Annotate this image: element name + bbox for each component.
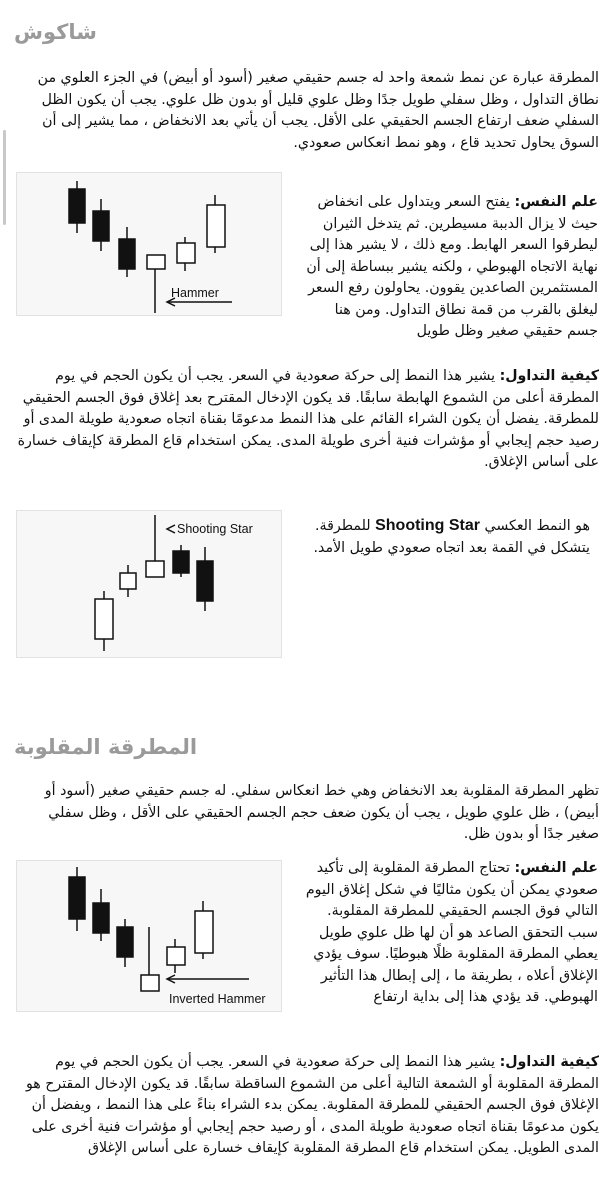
inverted-hammer-trading: [14, 1052, 599, 1160]
psychology-text: يفتح السعر ويتداول على انخفاض حيث لا يزال الدببة مسيطرين. ثم يتدخل الثيران ليطرقوا السعر الهابط. ومع ذلك ، لا يشير هذا إلى نهاية الاتجاه الهبوطي ، ولكنه يشير ببساطة إلى أن المستثمرين الصاعدين يقوون. يحاولون رفع السعر ليغلق بالقرب من قمة نطاق التداول. ومن هنا جسم حقيقي صغير وظل طويل: [306, 194, 598, 339]
hammer-intro: المطرقة عبارة عن نمط شمعة واحد له جسم حقيقي صغير (أسود أو أبيض) في الجزء العلوي من نطاق التداول ، وظل سفلي طويل جدًا وظل علوي قليل أو بدون ظل علوي. يجب أن يكون الظل السفلي ضعف ارتفاع الجسم الحقيقي على الأقل. يجب أن يأتي بعد الانخفاض ، مما يشير إلى أن السوق يحاول تحديد قاع ، وهو نمط انعكاس صعودي.: [37, 70, 599, 151]
shooting-star-text-before: هو النمط العكسي: [484, 518, 590, 534]
hammer-figure: [16, 172, 282, 316]
section-title-inverted-hammer: المطرقة المقلوبة: [14, 735, 198, 759]
shooting-star-text-after: للمطرقة. يتشكل في القمة بعد اتجاه صعودي طويل الأمد.: [313, 518, 590, 556]
inverted-hammer-figure: [16, 860, 282, 1012]
hammer-chart: [17, 173, 281, 315]
shooting-star-figure: [16, 510, 282, 658]
shooting-star-label: Shooting Star: [177, 522, 253, 536]
trading-text: يشير هذا النمط إلى حركة صعودية في السعر. يجب أن يكون الحجم في يوم المطرقة أعلى من الشموع الهابطة سابقًا. قد يكون الإدخال المقترح بعد إغلاق فوق الجسم الحقيقي للمطرقة. يفضل أن يكون الشراء القائم على هذا النمط مدعومًا بقناة اتجاه صعودية طويلة المدى أو رصيد حجم إيجابي أو مؤشرات فنية أخرى طويلة المدى. يمكن استخدام قاع المطرقة كإيقاف خسارة على أساس الإغلاق.: [17, 368, 599, 470]
shooting-star-name: Shooting Star: [375, 517, 480, 534]
shooting-star-chart: [17, 511, 281, 657]
psychology-heading: علم النفس:: [514, 860, 598, 876]
psychology-heading: علم النفس:: [514, 194, 598, 210]
scrollbar[interactable]: [3, 130, 6, 225]
trading-heading: كيفية التداول:: [499, 368, 599, 384]
inverted-hammer-intro: تظهر المطرقة المقلوبة بعد الانخفاض وهي خط انعكاس سفلي. له جسم حقيقي صغير (أسود أو أبيض) ، ظل علوي طويل ، يجب أن يكون ضعف حجم الجسم الحقيقي على الأقل ، وظل سفلي صغير جدًا أو بدون ظل.: [44, 783, 599, 842]
shooting-star-description: [300, 515, 590, 559]
hammer-label: Hammer: [171, 286, 219, 300]
inverted-hammer-label: Inverted Hammer: [169, 992, 266, 1006]
hammer-psychology: [300, 192, 598, 343]
inverted-hammer-psychology: [300, 858, 598, 1009]
hammer-trading: [14, 366, 599, 474]
inverted-hammer-chart: [17, 861, 281, 1011]
trading-heading: كيفية التداول:: [499, 1054, 599, 1070]
section-title-hammer: شاكوش: [14, 20, 97, 44]
trading-text: يشير هذا النمط إلى حركة صعودية في السعر. يجب أن يكون الحجم في يوم المطرقة المقلوبة أو الشمعة التالية أعلى من الشموع الساقطة سابقًا. قد يكون الإدخال المقترح هو الإغلاق فوق الجسم الحقيقي للمطرقة المقلوبة. يمكن بدء الشراء بناءً على هذا النمط ، ويفضل أن يكون مدعومًا بقناة اتجاه صعودية طويلة المدى ، أو رصيد حجم إيجابي أو مؤشرات فنية أخرى على المدى الطويل. يمكن استخدام قاع المطرقة المقلوبة كإيقاف خسارة على أساس الإغلاق: [25, 1054, 599, 1156]
psychology-text: تحتاج المطرقة المقلوبة إلى تأكيد صعودي يمكن أن يكون مثاليًا في شكل إغلاق اليوم التالي فوق الجسم الحقيقي للمطرقة المقلوبة. سبب التحقق الصاعد هو أن لها ظل علوي طويل يعطي المطرقة المقلوبة ظلًا هبوطيًا. سوف يؤدي الإغلاق أعلاه ، بطريقة ما ، إلى إبطال هذا التأثير الهبوطي. قد يؤدي هذا إلى بداية ارتفاع: [305, 860, 598, 1005]
